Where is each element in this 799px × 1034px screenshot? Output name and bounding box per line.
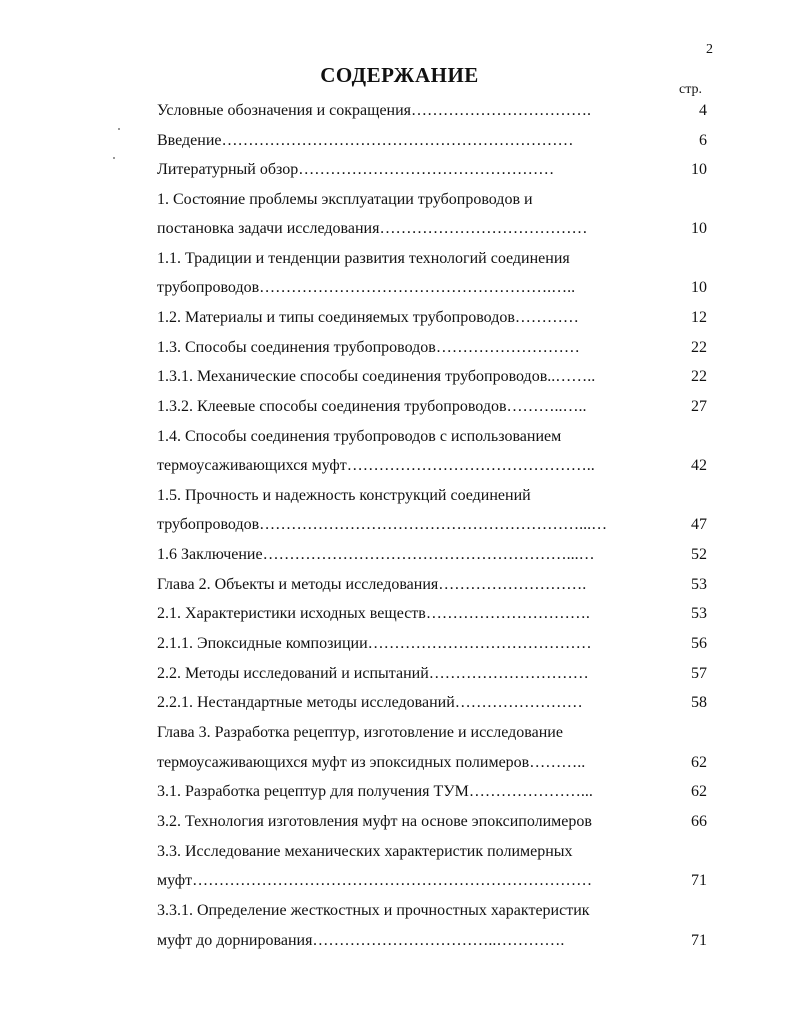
toc-entry-text: 2.2.1. Нестандартные методы исследований…………………… (157, 694, 583, 711)
toc-entry-text: трубопроводов……………………………………………….….. (157, 279, 576, 296)
toc-entry-page: 10 (691, 220, 707, 237)
toc-entry-text: 2.2. Методы исследований и испытаний………………………… (157, 665, 589, 682)
toc-entry-page: 62 (691, 754, 707, 771)
toc-entry-text: 1.6 Заключение…………………………………………………...… (157, 546, 595, 563)
toc-entry (0, 244, 799, 274)
toc-entry-page: 27 (691, 398, 707, 415)
toc-entry-text: 1. Состояние проблемы эксплуатации трубопроводов и (157, 191, 533, 208)
toc-entry (0, 126, 799, 156)
toc-entry (0, 866, 799, 896)
toc-entry-text: термоусаживающихся муфт из эпоксидных полимеров……….. (157, 754, 586, 771)
toc-entry (0, 510, 799, 540)
toc-entry-page: 71 (691, 932, 707, 949)
toc-entry-page: 6 (699, 132, 707, 149)
toc-entry (0, 214, 799, 244)
toc-entry-text: 2.1.1. Эпоксидные композиции…………………………………… (157, 635, 592, 652)
toc-entry-page: 53 (691, 576, 707, 593)
toc-entry (0, 748, 799, 778)
toc-entry (0, 688, 799, 718)
toc-entry-page: 22 (691, 368, 707, 385)
toc-entry-text: 1.4. Способы соединения трубопроводов с использованием (157, 428, 562, 445)
toc-entry (0, 659, 799, 689)
toc-entry (0, 540, 799, 570)
toc-entry (0, 481, 799, 511)
toc-entry (0, 926, 799, 956)
toc-entry-text: 3.3.1. Определение жесткостных и прочностных характеристик (157, 902, 590, 919)
toc-entry-text: 1.2. Материалы и типы соединяемых трубопроводов………… (157, 309, 579, 326)
toc-entry (0, 570, 799, 600)
toc-entry-text: 1.1. Традиции и тенденции развития технологий соединения (157, 250, 570, 267)
toc-entry-text: 3.1. Разработка рецептур для получения ТУМ…………………... (157, 783, 593, 800)
toc-entry (0, 155, 799, 185)
toc-entry-text: Введение………………………………………………………… (157, 132, 574, 149)
toc-entry-text: термоусаживающихся муфт……………………………………….. (157, 457, 595, 474)
toc-entry-text: муфт………………………………………………………………… (157, 872, 593, 889)
toc-entry (0, 718, 799, 748)
toc-entry (0, 777, 799, 807)
toc-entry-page: 71 (691, 872, 707, 889)
toc-entry-page: 56 (691, 635, 707, 652)
toc-entry-page: 4 (699, 102, 707, 119)
toc-entry-page: 57 (691, 665, 707, 682)
toc-entry-page: 47 (691, 516, 707, 533)
toc-entry-page: 22 (691, 339, 707, 356)
toc-entry (0, 273, 799, 303)
toc-entry-text: 1.3. Способы соединения трубопроводов……………………… (157, 339, 580, 356)
toc-entry-text: 1.5. Прочность и надежность конструкций соединений (157, 487, 531, 504)
toc-entry-text: постановка задачи исследования………………………………… (157, 220, 588, 237)
toc-entry-text: 1.3.2. Клеевые способы соединения трубопроводов………..….. (157, 398, 587, 415)
toc-entry-page: 62 (691, 783, 707, 800)
toc-entry (0, 599, 799, 629)
toc-entry (0, 451, 799, 481)
toc-entry-text: Литературный обзор………………………………………… (157, 161, 555, 178)
page-column-label: стр. (679, 82, 703, 97)
toc-entry (0, 629, 799, 659)
toc-entry-text: 3.2. Технология изготовления муфт на основе эпоксиполимеров (157, 813, 592, 830)
toc-entry-page: 58 (691, 694, 707, 711)
toc-entry (0, 96, 799, 126)
toc-entry-page: 10 (691, 161, 707, 178)
page-title: СОДЕРЖАНИЕ (320, 63, 479, 87)
toc-entry (0, 392, 799, 422)
toc-entry-page: 42 (691, 457, 707, 474)
toc-entry (0, 362, 799, 392)
toc-entry-page: 10 (691, 279, 707, 296)
toc-entry (0, 896, 799, 926)
toc-entry-text: трубопроводов……………………………………………………...… (157, 516, 608, 533)
toc-entry-text: Глава 2. Объекты и методы исследования………………………. (157, 576, 587, 593)
toc-entry-text: муфт до дорнирования……………………………..…………. (157, 932, 565, 949)
page-number: 2 (706, 42, 713, 57)
toc-entry-text: Условные обозначения и сокращения……………………………. (157, 102, 592, 119)
toc-entry (0, 333, 799, 363)
toc-entry-text: 2.1. Характеристики исходных веществ…………………………. (157, 605, 590, 622)
toc-entry (0, 185, 799, 215)
toc-entry-page: 12 (691, 309, 707, 326)
toc-entry-page: 53 (691, 605, 707, 622)
toc-entry-page: 66 (691, 813, 707, 830)
toc-entry (0, 303, 799, 333)
toc-entry (0, 837, 799, 867)
toc-entry-text: Глава 3. Разработка рецептур, изготовление и исследование (157, 724, 563, 741)
toc-entry (0, 422, 799, 452)
toc-entry-text: 1.3.1. Механические способы соединения трубопроводов..…….. (157, 368, 596, 385)
toc-entry (0, 807, 799, 837)
toc-entry-text: 3.3. Исследование механических характеристик полимерных (157, 843, 573, 860)
toc-entry-page: 52 (691, 546, 707, 563)
